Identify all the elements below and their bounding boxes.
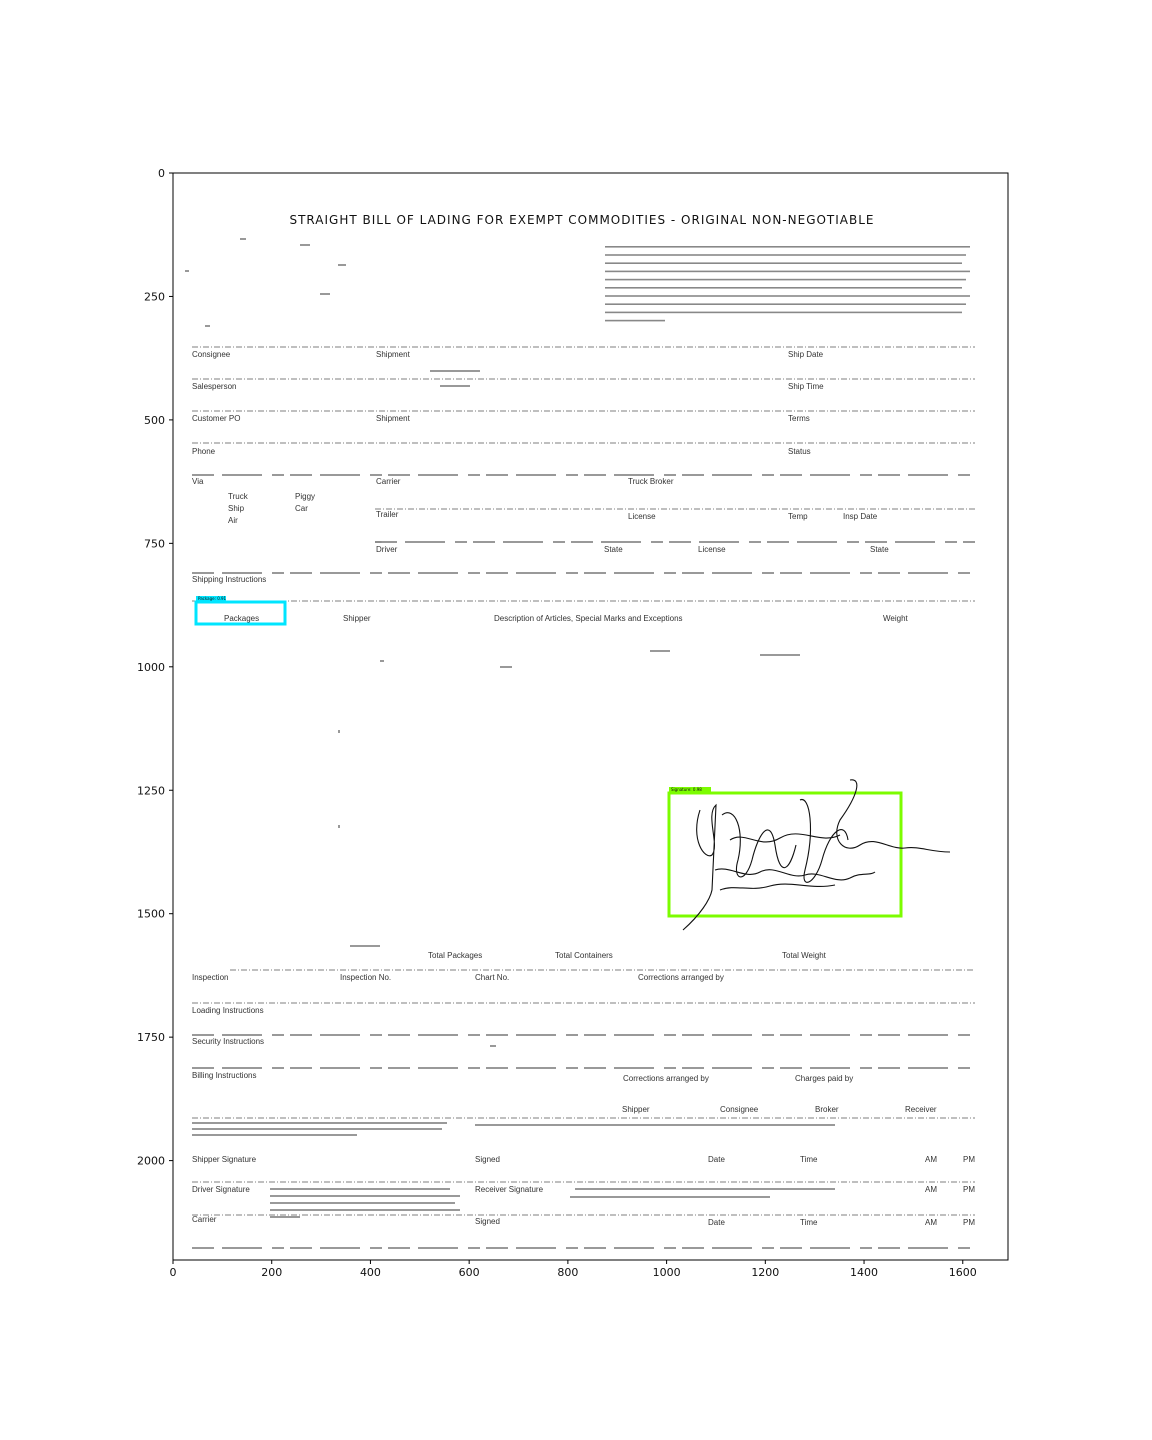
label-ship-time: Ship Time: [788, 382, 824, 391]
label-pm-1: PM: [963, 1155, 975, 1164]
x-tick-label: 1600: [948, 1266, 977, 1279]
fine-print-line: [605, 320, 665, 322]
label-time-1: Time: [800, 1155, 818, 1164]
label-total-packages: Total Packages: [428, 951, 483, 960]
label-inspection-no: Inspection No.: [340, 973, 392, 982]
fine-print-line: [605, 303, 966, 305]
label-am-3: AM: [925, 1218, 937, 1227]
label-carrier-bottom: Carrier: [192, 1215, 217, 1224]
signature-detection-tag: Signature: 0.98: [671, 787, 702, 792]
y-tick-label: 500: [144, 413, 165, 427]
x-tick-label: 200: [261, 1266, 283, 1279]
label-truck: Truck: [228, 492, 248, 501]
label-car: Car: [295, 504, 308, 513]
col-broker: Broker: [815, 1105, 839, 1114]
label-salesperson: Salesperson: [192, 382, 237, 391]
y-tick-label: 1000: [137, 660, 165, 674]
col-receiver: Receiver: [905, 1105, 937, 1114]
x-tick-label: 1200: [751, 1266, 780, 1279]
label-date-2: Date: [708, 1218, 725, 1227]
label-state-2: State: [870, 545, 889, 554]
label-consignee: Consignee: [192, 350, 231, 359]
x-tick-label: 400: [359, 1266, 381, 1279]
fine-print-line: [605, 246, 970, 248]
label-weight: Weight: [883, 614, 908, 623]
label-trailer: Trailer: [376, 510, 399, 519]
col-shipper: Shipper: [622, 1105, 650, 1114]
y-tick-label: 1250: [137, 784, 165, 798]
label-terms: Terms: [788, 414, 810, 423]
label-am-2: AM: [925, 1185, 937, 1194]
label-temp: Temp: [788, 512, 808, 521]
x-axis: [170, 1260, 977, 1279]
label-shipper: Shipper: [343, 614, 371, 623]
fine-print-line: [605, 312, 962, 314]
fine-print-line: [605, 254, 966, 256]
label-total-weight: Total Weight: [782, 951, 826, 960]
fine-print-line: [605, 279, 966, 281]
label-time-2: Time: [800, 1218, 818, 1227]
label-loading-instructions: Loading Instructions: [192, 1006, 264, 1015]
fine-print-line: [605, 271, 970, 273]
x-tick-label: 800: [557, 1266, 579, 1279]
plot-frame: [173, 173, 1008, 1260]
x-tick-label: 1000: [652, 1266, 681, 1279]
y-tick-label: 1750: [137, 1031, 165, 1045]
x-tick-label: 0: [169, 1266, 177, 1279]
label-license: License: [628, 512, 656, 521]
label-shipment: Shipment: [376, 350, 410, 359]
package-detection-tag: Package: 0.91: [198, 596, 227, 601]
col-consignee: Consignee: [720, 1105, 759, 1114]
fine-print-line: [605, 295, 970, 297]
y-tick-label: 0: [158, 167, 165, 180]
y-tick-label: 2000: [137, 1154, 165, 1168]
label-ship: Ship: [228, 504, 245, 513]
label-pm-2: PM: [963, 1185, 975, 1194]
label-shipper-signature: Shipper Signature: [192, 1155, 257, 1164]
label-pm-3: PM: [963, 1218, 975, 1227]
label-truck-broker: Truck Broker: [628, 477, 674, 486]
y-tick-label: 750: [144, 537, 165, 551]
label-corrections-top: Corrections arranged by: [638, 973, 724, 982]
y-tick-label: 250: [144, 290, 165, 304]
label-carrier: Carrier: [376, 477, 401, 486]
label-charges-by: Charges paid by: [795, 1074, 854, 1083]
label-driver: Driver: [376, 545, 398, 554]
label-billing-instructions: Billing Instructions: [192, 1071, 257, 1080]
label-license-2: License: [698, 545, 726, 554]
label-sell-date: Ship Date: [788, 350, 824, 359]
label-signed-1: Signed: [475, 1155, 500, 1164]
x-tick-label: 600: [458, 1266, 480, 1279]
fine-print-line: [605, 287, 962, 289]
fine-print-line: [605, 262, 962, 264]
label-signed-2: Signed: [475, 1217, 500, 1226]
label-phone: Phone: [192, 447, 216, 456]
label-packages: Packages: [224, 614, 260, 623]
label-inspection: Inspection: [192, 973, 229, 982]
label-via: Via: [192, 477, 204, 486]
label-description: Description of Articles, Special Marks and Exceptions: [494, 614, 683, 623]
label-piggy: Piggy: [295, 492, 316, 501]
label-total-containers: Total Containers: [555, 951, 613, 960]
label-status: Status: [788, 447, 811, 456]
y-axis: [137, 167, 173, 1168]
label-description-top: Shipment: [376, 414, 410, 423]
label-state: State: [604, 545, 623, 554]
label-air: Air: [228, 516, 238, 525]
document-title: STRAIGHT BILL OF LADING FOR EXEMPT COMMODITIES - ORIGINAL NON-NEGOTIABLE: [289, 213, 875, 227]
label-driver-signature: Driver Signature: [192, 1185, 250, 1194]
label-insp-date: Insp Date: [843, 512, 878, 521]
x-tick-label: 1400: [850, 1266, 879, 1279]
label-customer-po: Customer PO: [192, 414, 241, 423]
label-corrections-by: Corrections arranged by: [623, 1074, 709, 1083]
label-receiver-signature: Receiver Signature: [475, 1185, 544, 1194]
label-am-1: AM: [925, 1155, 937, 1164]
label-shipping-instructions: Shipping Instructions: [192, 575, 267, 584]
label-date-1: Date: [708, 1155, 725, 1164]
y-tick-label: 1500: [137, 907, 165, 921]
label-security-instructions: Security Instructions: [192, 1037, 265, 1046]
label-chart-no: Chart No.: [475, 973, 510, 982]
